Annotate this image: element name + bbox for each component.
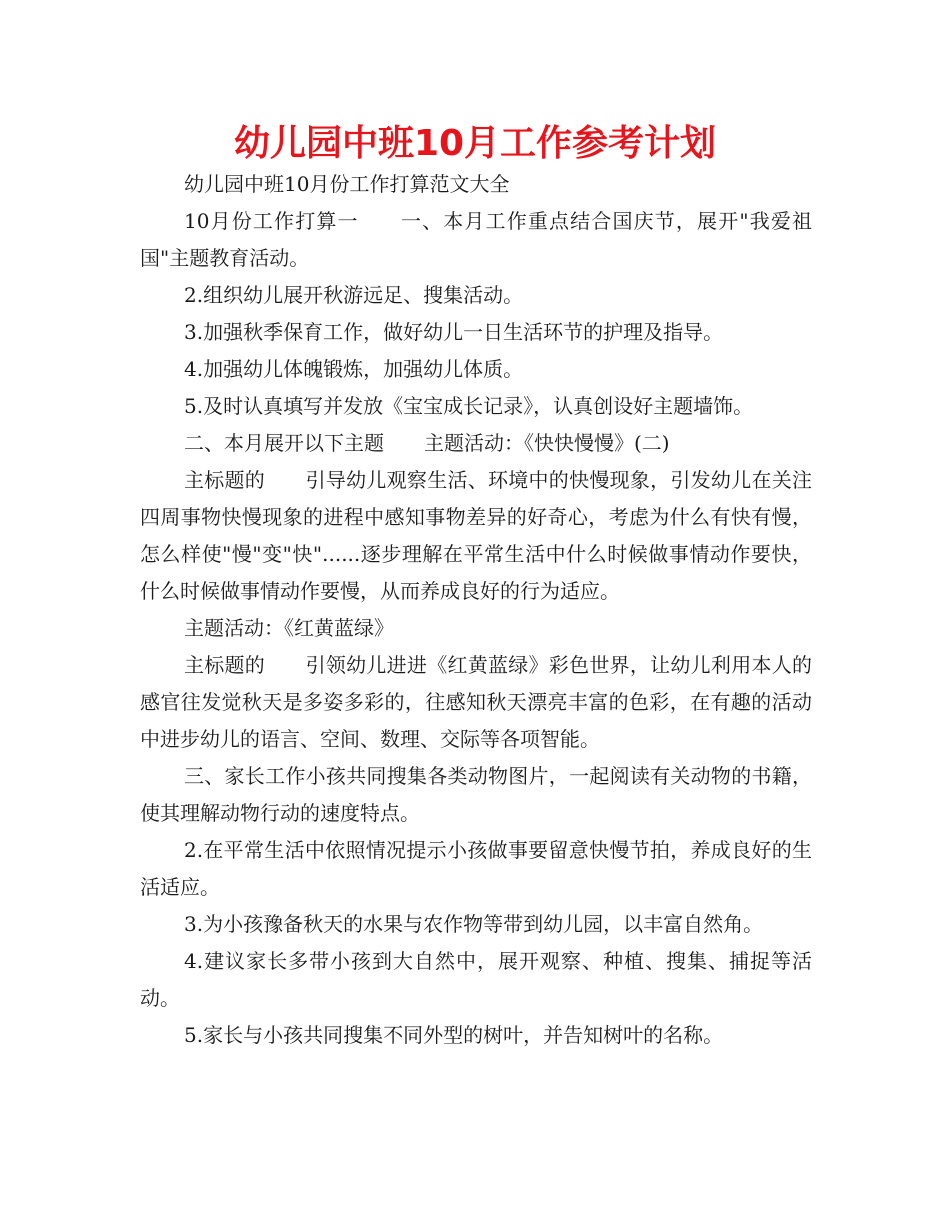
paragraph: 4.加强幼儿体魄锻炼，加强幼儿体质。 bbox=[184, 357, 524, 381]
paragraph: 三、家长工作小孩共同搜集各类动物图片，一起阅读有关动物的书籍，使其理解动物行动的速度特点。 bbox=[140, 764, 812, 825]
paragraph: 2.在平常生活中依照情况提示小孩做事要留意快慢节拍，养成良好的生活适应。 bbox=[140, 838, 812, 899]
paragraph: 主标题的 引领幼儿进进《红黄蓝绿》彩色世界，让幼儿利用本人的感官往发觉秋天是多姿多彩的，往感知秋天漂亮丰富的色彩，在有趣的活动中进步幼儿的语言、空间、数理、交际等各项智能。 bbox=[140, 653, 812, 751]
paragraph: 主题活动：《红黄蓝绿》 bbox=[184, 616, 394, 640]
paragraph: 幼儿园中班10月份工作打算范文大全 bbox=[184, 172, 510, 196]
paragraph: 10月份工作打算一 一、本月工作重点结合国庆节，展开"我爱祖国"主题教育活动。 bbox=[140, 209, 812, 270]
document-title: 幼儿园中班10月工作参考计划 bbox=[233, 123, 717, 164]
paragraph: 3.为小孩豫备秋天的水果与农作物等带到幼儿园，以丰富自然角。 bbox=[184, 912, 764, 936]
paragraph: 5.及时认真填写并发放《宝宝成长记录》，认真创设好主题墙饰。 bbox=[184, 394, 754, 418]
paragraph: 3.加强秋季保育工作，做好幼儿一日生活环节的护理及指导。 bbox=[184, 320, 724, 344]
paragraph: 2.组织幼儿展开秋游远足、搜集活动。 bbox=[184, 283, 524, 307]
paragraph: 主标题的 引导幼儿观察生活、环境中的快慢现象，引发幼儿在关注四周事物快慢现象的进程中感知事物差异的好奇心，考虑为什么有快有慢，怎么样使"慢"变"快"......逐步理解在平常生活中什么时候做事情动作要快，什么时候做事情动作要慢，从而养成良好的行为适应。 bbox=[140, 468, 812, 603]
document-body bbox=[140, 166, 812, 1054]
paragraph: 4.建议家长多带小孩到大自然中，展开观察、种植、搜集、捕捉等活动。 bbox=[140, 949, 812, 1010]
paragraph: 二、本月展开以下主题 主题活动：《快快慢慢》(二) bbox=[184, 431, 670, 455]
paragraph: 5.家长与小孩共同搜集不同外型的树叶，并告知树叶的名称。 bbox=[184, 1023, 724, 1047]
